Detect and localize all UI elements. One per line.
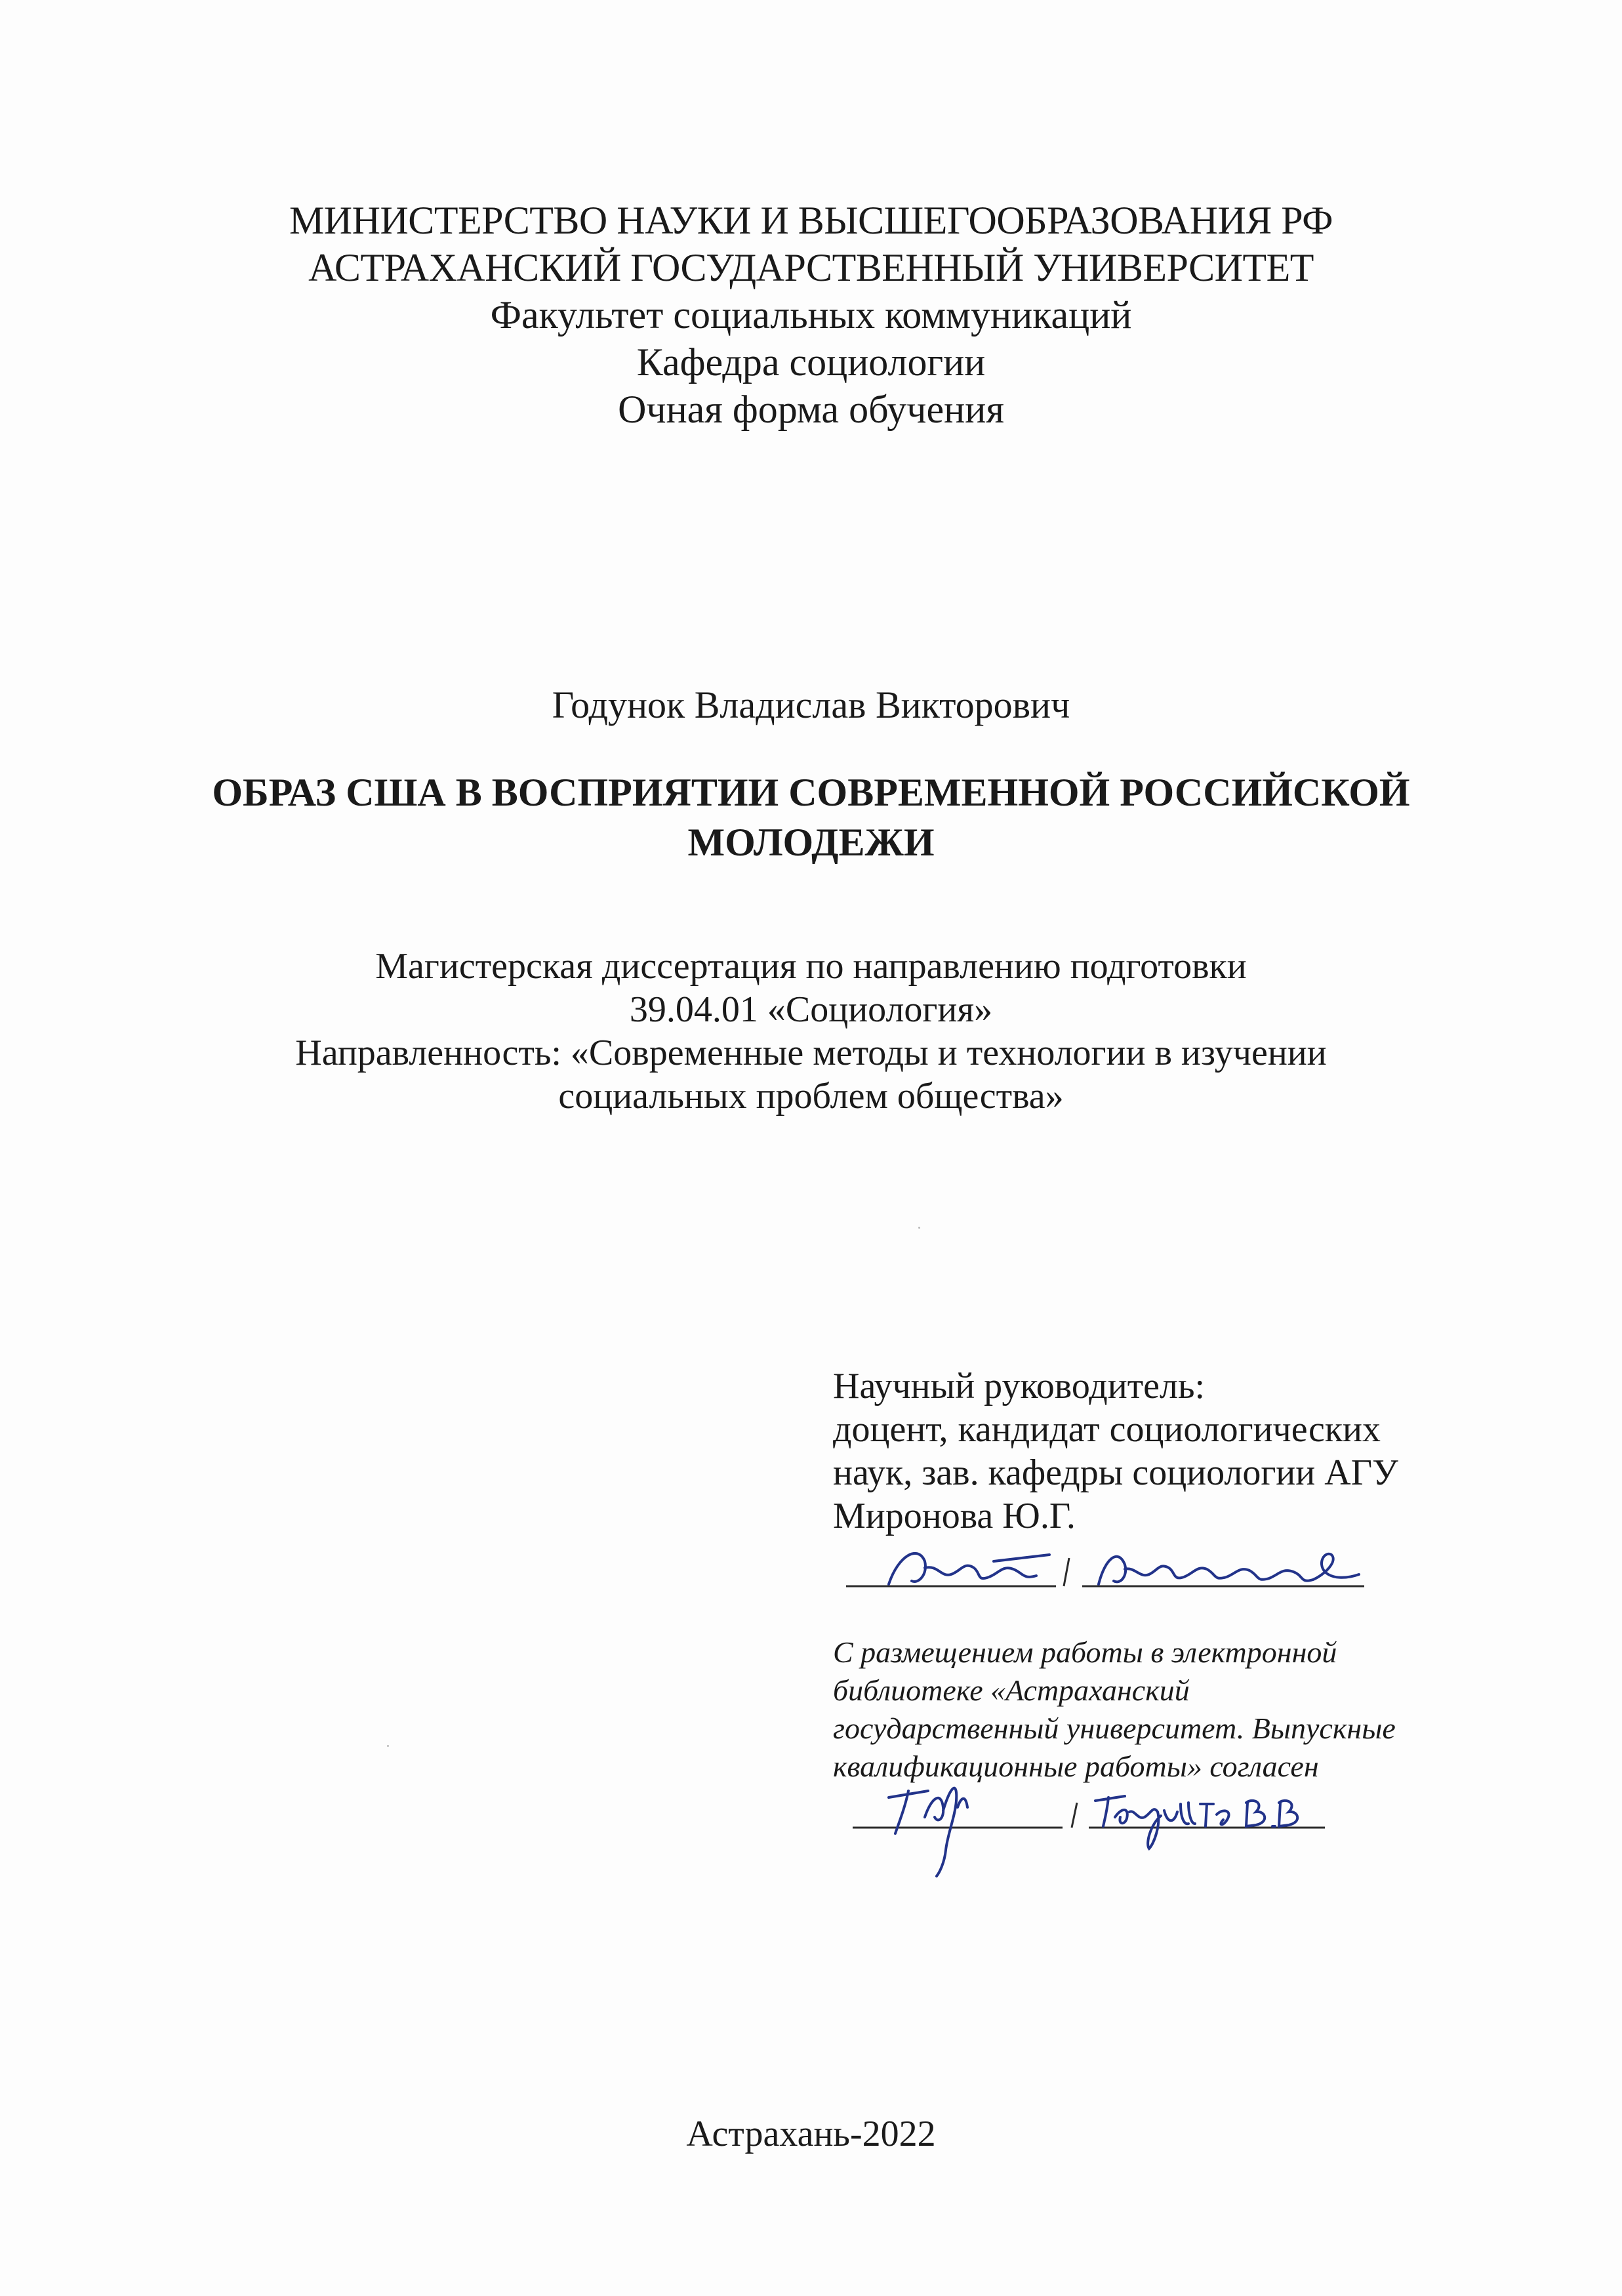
student-signature-row bbox=[826, 1771, 1390, 1883]
author-name: Годунок Владислав Викторович bbox=[552, 684, 1070, 726]
university-line: АСТРАХАНСКИЙ ГОСУДАРСТВЕННЫЙ УНИВЕРСИТЕТ bbox=[308, 246, 1314, 289]
scan-speck bbox=[387, 1745, 389, 1747]
program-line-3: Направленность: «Современные методы и технологии в изучении bbox=[295, 1033, 1327, 1073]
advisor-title-line-1: доцент, кандидат социологических bbox=[833, 1409, 1381, 1450]
program-description bbox=[0, 945, 1622, 1118]
department-line: Кафедра социологии bbox=[636, 340, 986, 384]
institution-header bbox=[0, 197, 1622, 433]
scan-speck bbox=[918, 1227, 920, 1229]
student-signature-image bbox=[826, 1771, 1390, 1883]
program-line-1: Магистерская диссертация по направлению подготовки bbox=[375, 946, 1247, 987]
consent-line-2: библиотеке «Астраханский bbox=[833, 1673, 1190, 1707]
ministry-line: МИНИСТЕРСТВО НАУКИ И ВЫСШЕГООБРАЗОВАНИЯ РФ bbox=[289, 199, 1333, 242]
library-consent bbox=[833, 1633, 1397, 1786]
thesis-title bbox=[0, 768, 1622, 867]
advisor-signature-image bbox=[826, 1528, 1390, 1601]
advisor-signature-row bbox=[826, 1528, 1390, 1601]
thesis-title-line-2: МОЛОДЕЖИ bbox=[687, 821, 935, 864]
advisor-block bbox=[833, 1364, 1398, 1538]
advisor-name: Миронова Ю.Г. bbox=[833, 1496, 1076, 1536]
program-line-2: 39.04.01 «Социология» bbox=[629, 989, 993, 1030]
consent-line-4: квалификационные работы» согласен bbox=[833, 1750, 1319, 1783]
city-year: Астрахань-2022 bbox=[686, 2114, 936, 2154]
consent-line-3: государственный университет. Выпускные bbox=[833, 1712, 1396, 1745]
faculty-line: Факультет социальных коммуникаций bbox=[490, 293, 1132, 337]
consent-line-1: С размещением работы в электронной bbox=[833, 1635, 1337, 1669]
advisor-label: Научный руководитель: bbox=[833, 1366, 1206, 1406]
program-line-4: социальных проблем общества» bbox=[558, 1076, 1064, 1117]
thesis-title-line-1: ОБРАЗ США В ВОСПРИЯТИИ СОВРЕМЕННОЙ РОССИЙСКОЙ bbox=[212, 771, 1410, 814]
advisor-title-line-2: наук, зав. кафедры социологии АГУ bbox=[833, 1452, 1398, 1493]
study-form-line: Очная форма обучения bbox=[618, 388, 1004, 431]
